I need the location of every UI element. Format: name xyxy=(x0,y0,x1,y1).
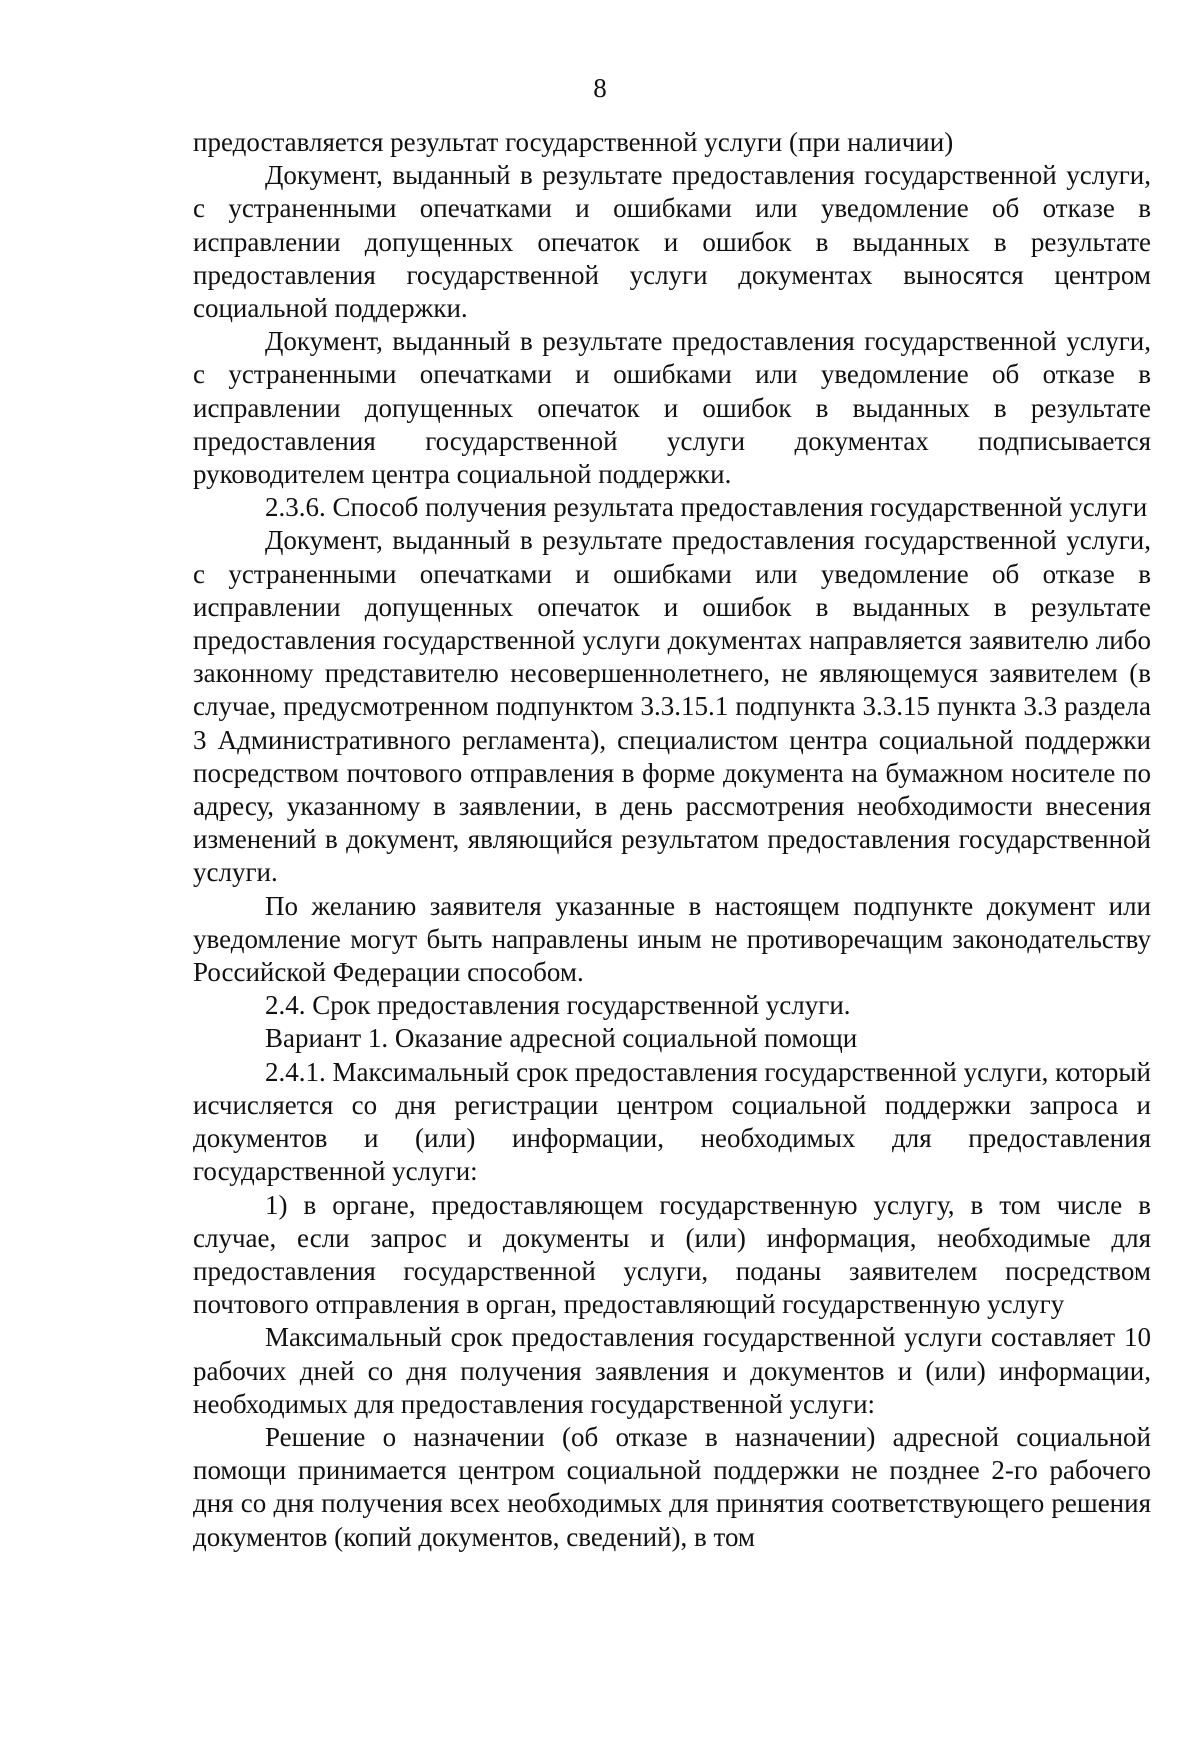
paragraph-continuation: предоставляется результат государственной услуги (при наличии) xyxy=(193,127,954,157)
section-heading-2-4: 2.4. Срок предоставления государственной услуги. xyxy=(265,990,851,1021)
variant-heading: Вариант 1. Оказание адресной социальной помощи xyxy=(265,1023,858,1054)
paragraph: Документ, выданный в результате предоставления государственной услуги, с устраненными опечатками и ошибками или уведомление об отказе в исправлении допущенных опечаток и ошибок в выданных в результате предоставления государственной услуги документах подписывается руководителем центра социальной поддержки. xyxy=(193,326,1151,490)
paragraph: Документ, выданный в результате предоставления государственной услуги, с устраненными опечатками и ошибками или уведомление об отказе в исправлении допущенных опечаток и ошибок в выданных в результате предоставления государственной услуги документах выносятся центром социальной поддержки. xyxy=(193,160,1151,324)
page-number: 8 xyxy=(593,73,607,103)
list-item: 1) в органе, предоставляющем государственную услугу, в том числе в случае, если запрос и документы и (или) информация, необходимые для предоставления государственной услуги, поданы заявителем посредством почтового отправления в орган, предоставляющий государственную услугу xyxy=(193,1189,1151,1320)
paragraph: По желанию заявителя указанные в настоящем подпункте документ или уведомление могут быть направлены иным не противоречащим законодательству Российской Федерации способом. xyxy=(193,890,1151,988)
section-heading-2-3-6: 2.3.6. Способ получения результата предоставления государственной услуги xyxy=(265,492,1148,523)
paragraph: Решение о назначении (об отказе в назначении) адресной социальной помощи принимается центром социальной поддержки не позднее 2-го рабочего дня со дня получения всех необходимых для принятия соответствующего решения документов (копий документов, сведений), в том xyxy=(193,1421,1151,1552)
document-body xyxy=(193,126,1151,1554)
paragraph: Максимальный срок предоставления государственной услуги составляет 10 рабочих дней со дня получения заявления и документов и (или) информации, необходимых для предоставления государственной услуги: xyxy=(193,1322,1151,1419)
paragraph: 2.4.1. Максимальный срок предоставления государственной услуги, который исчисляется со дня регистрации центром социальной поддержки запроса и документов и (или) информации, необходимых для предоставления государственной услуги: xyxy=(193,1056,1152,1187)
paragraph: Документ, выданный в результате предоставления государственной услуги, с устраненными опечатками и ошибками или уведомление об отказе в исправлении допущенных опечаток и ошибок в выданных в результате предоставления государственной услуги документах направляется заявителю либо законному представителю несовершеннолетнего, не являющемуся заявителем (в случае, предусмотренном подпунктом 3.3.15.1 подпункта 3.3.15 пункта 3.3 раздела 3 Административного регламента), специалистом центра социальной поддержки посредством почтового отправления в форме документа на бумажном носителе по адресу, указанному в заявлении, в день рассмотрения необходимости внесения изменений в документ, являющийся результатом предоставления государственной услуги. xyxy=(193,525,1151,888)
